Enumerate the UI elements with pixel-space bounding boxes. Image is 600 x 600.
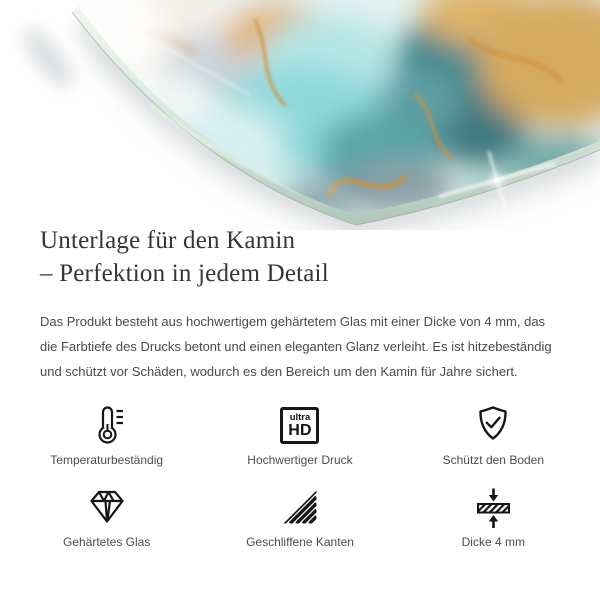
feature-floor-protection xyxy=(397,401,590,467)
feature-label: Schützt den Boden xyxy=(442,453,545,467)
feature-label: Gehärtetes Glas xyxy=(62,535,151,549)
feature-label: Geschliffene Kanten xyxy=(246,535,354,549)
feature-temperature xyxy=(10,401,203,467)
page-title xyxy=(40,224,329,290)
feature-label: Hochwertiger Druck xyxy=(247,453,353,467)
glass-panel-illustration xyxy=(0,0,600,230)
feature-tempered-glass xyxy=(10,483,203,549)
shield-check-icon xyxy=(471,403,515,447)
thickness-arrows-icon xyxy=(471,485,515,529)
page-title-line1: Unterlage für den Kamin xyxy=(40,227,296,254)
page-title-line2: – Perfektion in jedem Detail xyxy=(40,260,329,287)
feature-thickness xyxy=(397,483,590,549)
thermometer-icon xyxy=(85,403,129,447)
ultra-hd-icon: ultra HD xyxy=(280,407,319,444)
polished-edges-icon xyxy=(278,485,322,529)
product-image xyxy=(0,0,600,230)
diamond-icon xyxy=(85,485,129,529)
feature-print-quality xyxy=(203,401,396,467)
feature-label: Dicke 4 mm xyxy=(461,535,525,549)
features-grid xyxy=(10,401,590,549)
feature-label: Temperaturbeständig xyxy=(50,453,164,467)
feature-polished-edges xyxy=(203,483,396,549)
product-description: Das Produkt besteht aus hochwertigem gehärtetem Glas mit einer Dicke von 4 mm, das die Farbtiefe des Drucks betont und einen eleganten Glanz verleiht. Es ist hitzebeständig und schützt vor Schäden, wodurch es den Bereich um den Kamin für Jahre sichert. xyxy=(40,314,552,379)
